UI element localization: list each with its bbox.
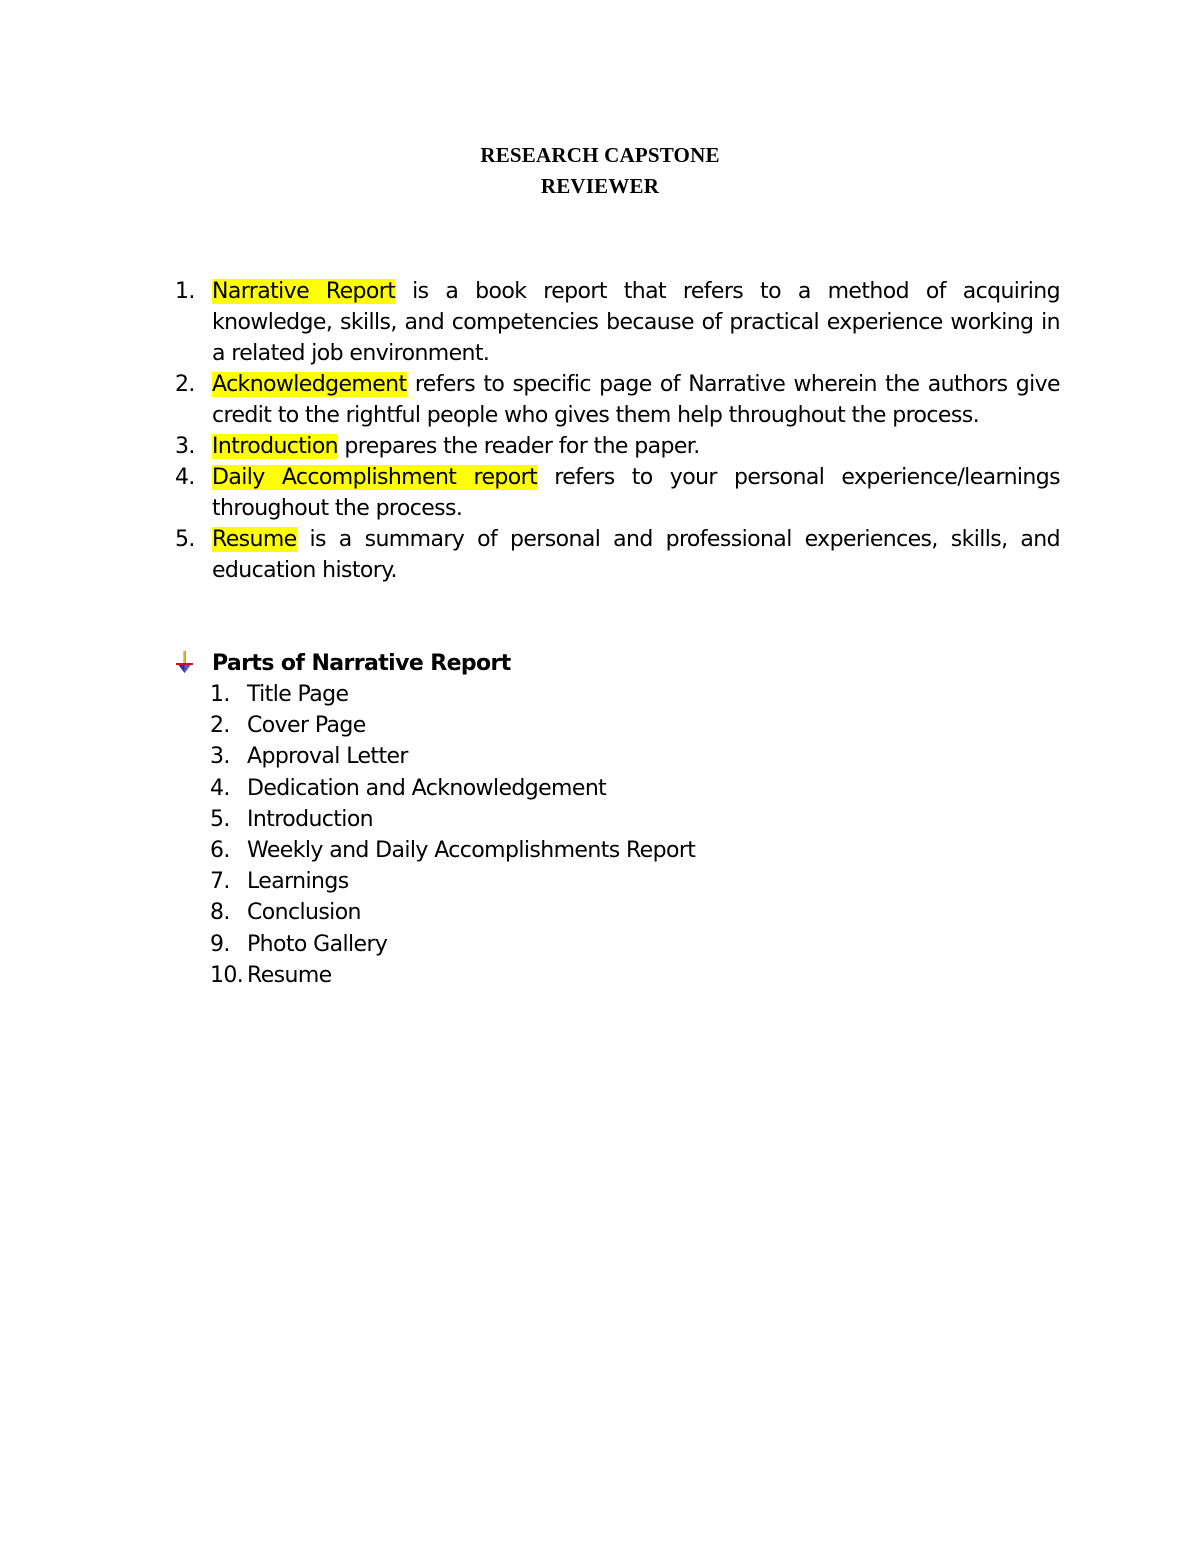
definition-number: 4. bbox=[175, 465, 195, 490]
list-item-number: 3. bbox=[210, 744, 230, 770]
list-item bbox=[0, 929, 695, 960]
list-item bbox=[0, 835, 695, 866]
list-item-label: Title Page bbox=[247, 682, 349, 707]
list-item-label: Introduction bbox=[247, 806, 374, 832]
definition-item bbox=[0, 462, 1060, 524]
list-item bbox=[0, 741, 695, 772]
list-item bbox=[0, 710, 695, 741]
definition-text: refers to your personal experience/learnings throughout the process. bbox=[212, 465, 1060, 521]
definition-number: 2. bbox=[175, 372, 195, 397]
list-item-label: Learnings bbox=[247, 869, 349, 895]
definitions-list bbox=[0, 276, 1200, 586]
list-item bbox=[0, 773, 695, 804]
definition-term: Narrative Report bbox=[212, 279, 396, 304]
definition-item bbox=[0, 431, 1060, 462]
list-item bbox=[0, 897, 695, 928]
list-item-number: 8. bbox=[210, 900, 230, 926]
definition-number: 1. bbox=[175, 279, 195, 304]
list-item bbox=[0, 866, 695, 897]
list-item bbox=[0, 960, 695, 991]
definition-text: is a summary of personal and professional experiences, skills, and education history. bbox=[212, 527, 1060, 583]
definition-term: Daily Accomplishment report bbox=[212, 465, 538, 490]
definition-term: Acknowledgement bbox=[212, 372, 407, 397]
list-item-label: Photo Gallery bbox=[247, 931, 388, 957]
definition-item bbox=[0, 369, 1060, 431]
list-item bbox=[0, 679, 695, 710]
list-item-number: 6. bbox=[210, 837, 230, 863]
list-item-number: 4. bbox=[210, 775, 230, 801]
parts-list bbox=[0, 679, 695, 991]
definition-text: refers to specific page of Narrative wherein the authors give credit to the rightful people who gives them help throughout the process. bbox=[212, 372, 1060, 428]
document-title: RESEARCH CAPSTONE bbox=[480, 143, 720, 167]
list-item-label: Cover Page bbox=[247, 713, 366, 739]
definition-term: Resume bbox=[212, 527, 297, 552]
list-item-number: 9. bbox=[210, 931, 230, 957]
definition-number: 3. bbox=[175, 434, 195, 459]
list-item-label: Dedication and Acknowledgement bbox=[247, 775, 607, 801]
list-item bbox=[0, 804, 695, 835]
definition-term: Introduction bbox=[212, 434, 339, 459]
list-item-number: 10. bbox=[210, 962, 244, 988]
list-item-label: Conclusion bbox=[247, 900, 361, 926]
definition-item bbox=[0, 524, 1060, 586]
definition-item bbox=[0, 276, 1060, 369]
list-item-label: Resume bbox=[247, 962, 332, 988]
list-item-label: Approval Letter bbox=[247, 744, 408, 770]
parts-heading: Parts of Narrative Report bbox=[212, 651, 511, 676]
arrow-down-icon bbox=[174, 650, 196, 674]
list-item-number: 2. bbox=[210, 713, 230, 739]
list-item-number: 5. bbox=[210, 806, 230, 832]
list-item-number: 7. bbox=[210, 869, 230, 895]
definition-text: prepares the reader for the paper. bbox=[338, 434, 700, 459]
definition-number: 5. bbox=[175, 527, 195, 552]
document-subtitle: REVIEWER bbox=[540, 174, 660, 198]
list-item-number: 1. bbox=[210, 682, 230, 707]
definition-text: is a book report that refers to a method of acquiring knowledge, skills, and competencies because of practical experience working in a related job environment. bbox=[212, 279, 1060, 366]
list-item-label: Weekly and Daily Accomplishments Report bbox=[247, 837, 696, 863]
